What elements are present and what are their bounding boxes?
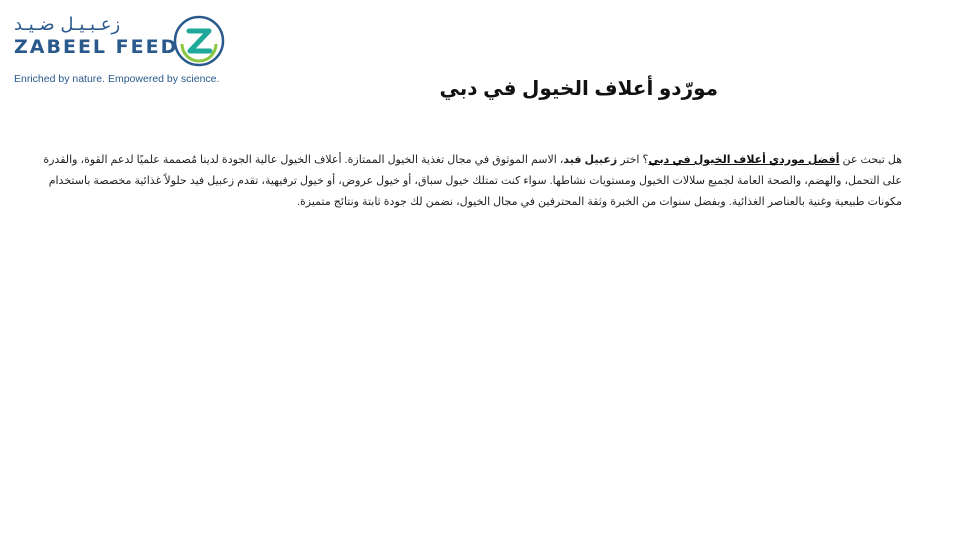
zabeel-feed-logo[interactable] [12,10,244,90]
page-title: مورّدو أعلاف الخيول في دبي [439,78,718,100]
logo-mark-icon [172,14,226,68]
intro-lead: هل تبحث عن [839,154,902,166]
intro-body: ، الاسم الموثوق في مجال تغذية الخيول الممتازة. أعلاف الخيول عالية الجودة لدينا مُصممة علميًا لدعم القوة، والقدرة على التحمل، والهضم، والصحة العامة لجميع سلالات الخيول ومستويات نشاطها. سواء كنت تمتلك خيول سباق، أو خيول عروض، أو خيول ترفيهية، تقدم زعبيل فيد حلولاً غذائية مخصصة باستخدام مكونات طبيعية وغنية بالعناصر الغذائية. وبفضل سنوات من الخبرة وثقة المحترفين في مجال الخيول، نضمن لك جودة ثابتة ونتائج متميزة. [43,154,902,208]
brand-name: زعبيل فيد [563,154,618,166]
intro-after-link: ؟ اختر [617,154,649,166]
best-suppliers-link[interactable]: أفضل موردي أعلاف الخيول في دبي [648,154,840,166]
logo-tagline: Enriched by nature. Empowered by science. [14,73,220,85]
intro-paragraph [40,150,902,213]
logo-arabic-name: زعـبـيـل ضـيـد [14,14,121,35]
logo-latin-name: ZABEEL FEED [14,36,179,58]
